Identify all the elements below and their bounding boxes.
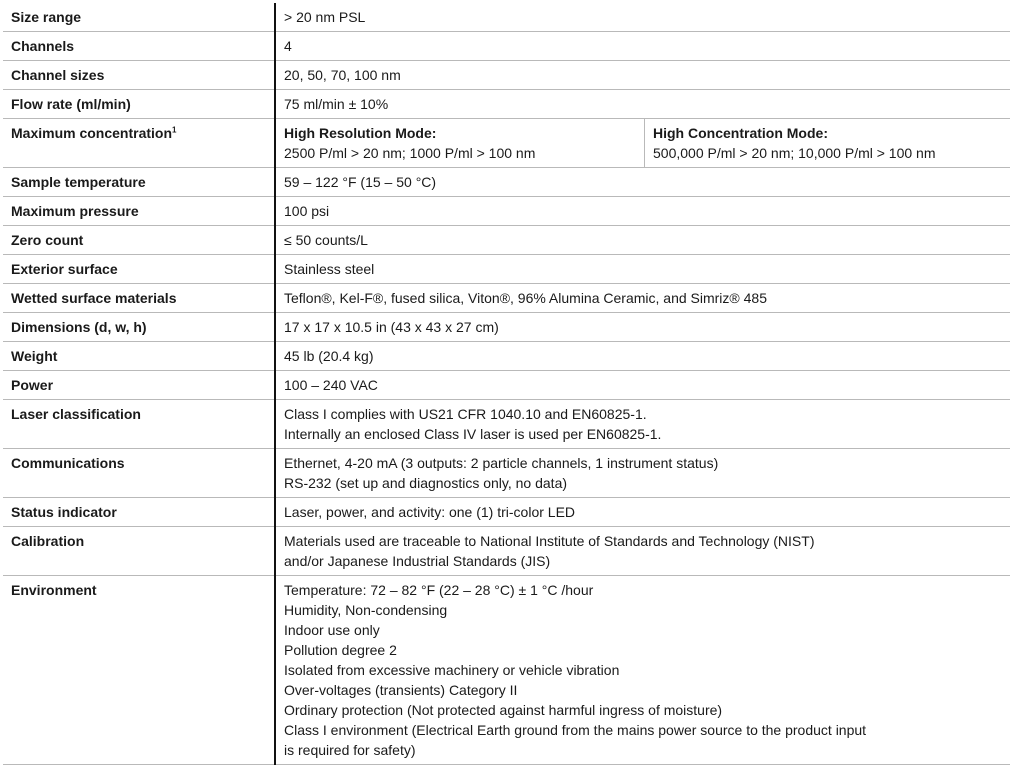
spec-value [275, 61, 1010, 90]
mode-title: High Resolution Mode: [284, 125, 437, 141]
spec-label [3, 61, 275, 90]
spec-label [3, 90, 275, 119]
spec-label [3, 197, 275, 226]
spec-value [275, 90, 1010, 119]
spec-label [3, 342, 275, 371]
spec-label-text: Laser classification [11, 406, 141, 422]
mode-text: 2500 P/ml > 20 nm; 1000 P/ml > 100 nm [284, 145, 536, 161]
spec-value [275, 527, 1010, 576]
spec-value [275, 255, 1010, 284]
spec-value-text: 45 lb (20.4 kg) [284, 348, 374, 364]
spec-value-text: ≤ 50 counts/L [284, 232, 368, 248]
spec-label [3, 119, 275, 168]
spec-value-text: 59 – 122 °F (15 – 50 °C) [284, 174, 437, 190]
spec-label [3, 449, 275, 498]
spec-value-line: Pollution degree 2 [284, 642, 397, 658]
spec-label-text: Power [11, 377, 54, 393]
spec-label [3, 226, 275, 255]
spec-value-line: Over-voltages (transients) Category II [284, 682, 518, 698]
spec-label [3, 576, 275, 765]
spec-label-text: Environment [11, 582, 97, 598]
spec-label-text: Status indicator [11, 504, 117, 520]
spec-value-line: is required for safety) [284, 742, 416, 758]
mode-title: High Concentration Mode: [653, 125, 828, 141]
spec-label-text: Wetted surface materials [11, 290, 177, 306]
spec-value [275, 449, 1010, 498]
spec-value-line: and/or Japanese Industrial Standards (JIS) [284, 553, 551, 569]
spec-row [3, 255, 1010, 284]
spec-row [3, 527, 1010, 576]
spec-value-line: Isolated from excessive machinery or vehicle vibration [284, 662, 620, 678]
spec-label [3, 498, 275, 527]
spec-row [3, 90, 1010, 119]
mode-text: 500,000 P/ml > 20 nm; 10,000 P/ml > 100 nm [653, 145, 936, 161]
spec-value-line: Class I environment (Electrical Earth ground from the mains power source to the product input [284, 722, 867, 738]
spec-row [3, 226, 1010, 255]
mode-column [645, 119, 944, 167]
spec-value [275, 32, 1010, 61]
spec-value-text: Stainless steel [284, 261, 375, 277]
spec-value-text: Teflon®, Kel-F®, fused silica, Viton®, 96% Alumina Ceramic, and Simriz® 485 [284, 290, 767, 306]
spec-label [3, 284, 275, 313]
spec-value-text: 100 psi [284, 203, 330, 219]
spec-value [275, 313, 1010, 342]
spec-value-line: Humidity, Non-condensing [284, 602, 448, 618]
spec-table [3, 3, 1010, 765]
spec-label-text: Channel sizes [11, 67, 105, 83]
mode-column [276, 119, 645, 167]
spec-row [3, 119, 1010, 168]
spec-label [3, 313, 275, 342]
spec-value [275, 371, 1010, 400]
spec-label [3, 371, 275, 400]
spec-value [275, 576, 1010, 765]
spec-value-line: Ethernet, 4-20 mA (3 outputs: 2 particle channels, 1 instrument status) [284, 455, 719, 471]
spec-row [3, 313, 1010, 342]
spec-label-text: Zero count [11, 232, 84, 248]
spec-label-text: Calibration [11, 533, 85, 549]
mode-columns [276, 119, 1010, 167]
spec-value-text: 75 ml/min ± 10% [284, 96, 389, 112]
spec-label-text: Size range [11, 9, 82, 25]
spec-label-text: Weight [11, 348, 58, 364]
spec-label [3, 527, 275, 576]
spec-value-line: Indoor use only [284, 622, 380, 638]
spec-value [275, 400, 1010, 449]
spec-value-line: Internally an enclosed Class IV laser is used per EN60825-1. [284, 426, 662, 442]
spec-label [3, 3, 275, 32]
spec-value [275, 284, 1010, 313]
spec-table-body [3, 3, 1010, 765]
spec-label-text: Sample temperature [11, 174, 146, 190]
spec-row [3, 449, 1010, 498]
spec-row [3, 498, 1010, 527]
spec-label-text: Channels [11, 38, 75, 54]
spec-value-text: 4 [284, 38, 292, 54]
spec-row [3, 576, 1010, 765]
spec-value-text: 17 x 17 x 10.5 in (43 x 43 x 27 cm) [284, 319, 499, 335]
spec-value-text: Laser, power, and activity: one (1) tri-color LED [284, 504, 576, 520]
spec-label-text: Maximum concentration [11, 125, 173, 141]
spec-row [3, 342, 1010, 371]
spec-label [3, 168, 275, 197]
spec-label-text: Maximum pressure [11, 203, 139, 219]
spec-value [275, 226, 1010, 255]
spec-value [275, 197, 1010, 226]
spec-value-line: Temperature: 72 – 82 °F (22 – 28 °C) ± 1 °C /hour [284, 582, 594, 598]
spec-value-line: RS-232 (set up and diagnostics only, no data) [284, 475, 568, 491]
spec-label-text: Exterior surface [11, 261, 118, 277]
spec-label-text: Communications [11, 455, 125, 471]
spec-row [3, 197, 1010, 226]
spec-label [3, 400, 275, 449]
spec-label [3, 32, 275, 61]
spec-row [3, 3, 1010, 32]
spec-value [275, 119, 1010, 168]
spec-value-text: > 20 nm PSL [284, 9, 366, 25]
spec-label [3, 255, 275, 284]
spec-value-text: 100 – 240 VAC [284, 377, 378, 393]
spec-value-text: 20, 50, 70, 100 nm [284, 67, 401, 83]
spec-label-text: Dimensions (d, w, h) [11, 319, 147, 335]
spec-row [3, 168, 1010, 197]
spec-row [3, 32, 1010, 61]
spec-value-line: Materials used are traceable to National Institute of Standards and Technology (NIST) [284, 533, 815, 549]
spec-value [275, 342, 1010, 371]
spec-value [275, 3, 1010, 32]
spec-value-line: Ordinary protection (Not protected against harmful ingress of moisture) [284, 702, 723, 718]
spec-row [3, 371, 1010, 400]
footnote-marker: 1 [172, 125, 177, 135]
spec-value [275, 498, 1010, 527]
spec-row [3, 61, 1010, 90]
spec-value-line: Class I complies with US21 CFR 1040.10 and EN60825-1. [284, 406, 647, 422]
spec-label-text: Flow rate (ml/min) [11, 96, 131, 112]
spec-row [3, 284, 1010, 313]
spec-row [3, 400, 1010, 449]
spec-value [275, 168, 1010, 197]
